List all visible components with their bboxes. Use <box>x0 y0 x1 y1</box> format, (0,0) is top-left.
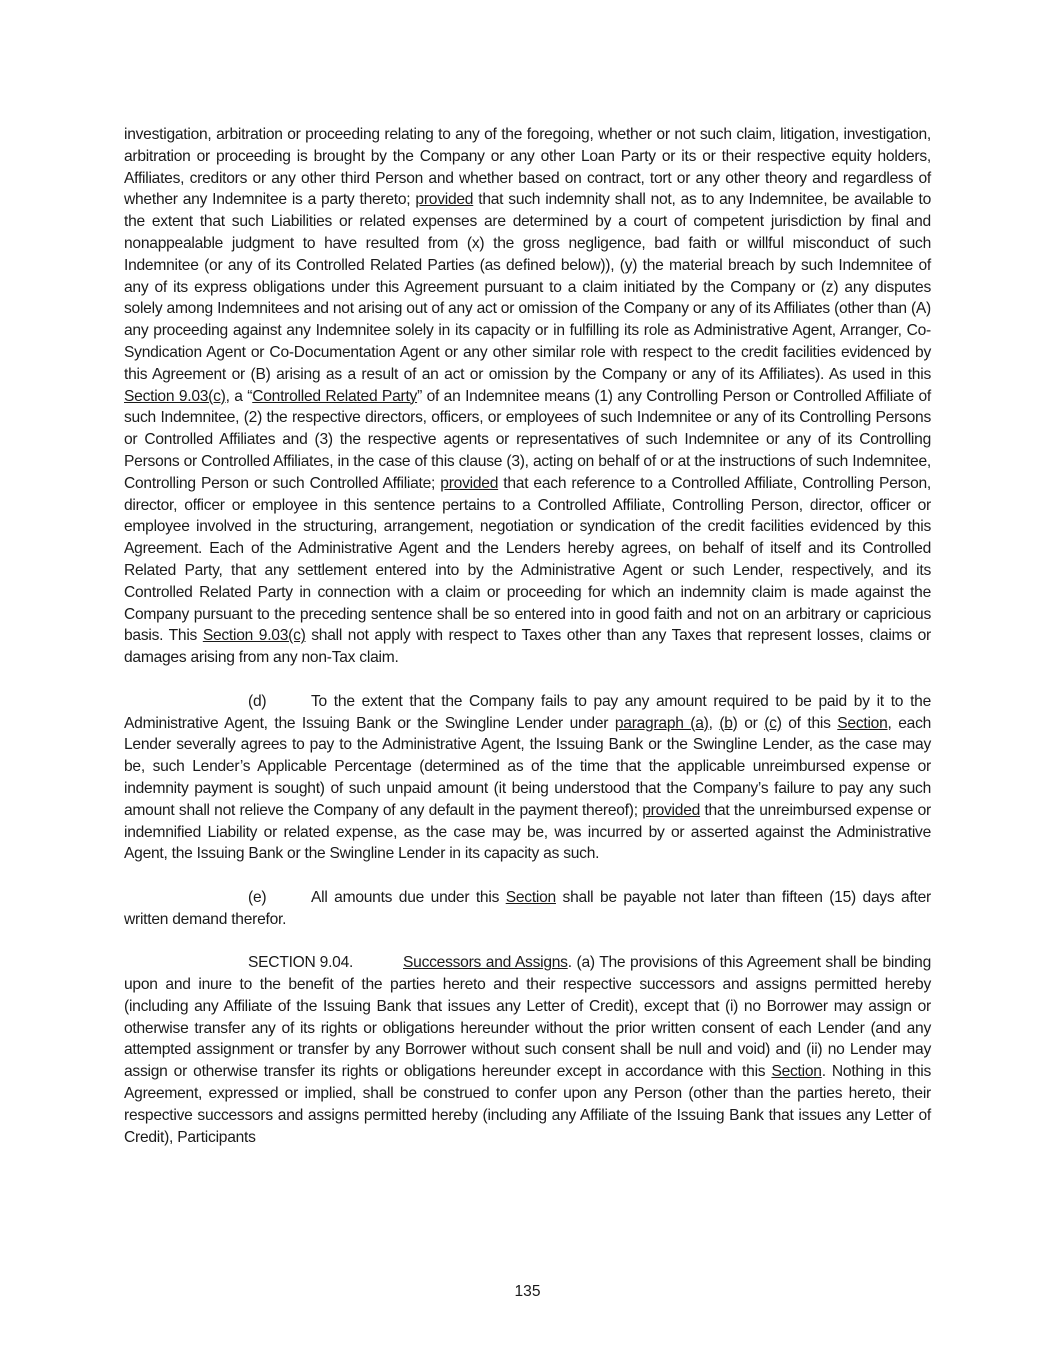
text-run: To the extent that the Company fails to pay any amount required to be paid by it to the Administrative Agent, the Issuing Bank or the Swingline Lender under <box>124 692 931 732</box>
text-run: investigation, arbitration or proceeding relating to any of the foregoing, whether or not such claim, litigation, investigation, arbitration or proceeding is brought by the Company or any other Loan Party or its or their respective equity holders, Affiliates, creditors or any other third Person and whether based on contract, tort or any other theory and regardless of whether any Indemnitee is a party thereto; <box>124 126 931 209</box>
defined-term: Controlled Related Party <box>252 387 418 405</box>
text-run: shall be payable not later than fifteen (15) days after written demand therefor. <box>124 888 932 928</box>
text-run: that such indemnity shall not, as to any Indemnitee, be available to the extent that such Liabilities or related expenses are determined by a court of competent jurisdiction by final and nonappealable judgment to have resulted from (x) the gross negligence, bad faith or willful misconduct of such Indemnitee (or any of its Controlled Related Parties (as defined below)), (y) the material breach by such Indemnitee of any of its express obligations under this Agreement pursuant to a claim initiated by the Company or (z) any disputes solely among Indemnitees and not arising out of any act or omission of the Company or any of its Affiliates (other than (A) any proceeding against any Indemnitee solely in its capacity or in fulfilling its role as Administrative Agent, Arranger, Co-Syndication Agent or Co-Documentation Agent or any other similar role with respect to the credit facilities evidenced by this Agreement or (B) arising as a result of an act or omission by the Company or any of its Affiliates). As used in this <box>124 191 931 383</box>
paragraph-d <box>124 691 931 865</box>
section-reference: Section <box>837 714 888 732</box>
text-run: . (a) The provisions of this Agreement shall be binding upon and inure to the benefit of the parties hereto and their respective successors and assigns permitted hereby (including any Affiliate of the Issuing Bank that issues any Letter of Credit), except that (i) no Borrower may assign or otherwise transfer any of its rights or obligations hereunder without the prior written consent of each Lender (and any attempted assignment or transfer by any Borrower without such consent shall be null and void) and (ii) no Lender may assign or otherwise transfer its rights or obligations hereunder except in accordance with this <box>124 954 931 1081</box>
document-page <box>124 124 931 1148</box>
text-run: , each Lender severally agrees to pay to the Administrative Agent, the Issuing Bank or the Swingline Lender, as the case may be, such Lender’s Applicable Percentage (determined as of the time that the applicable unreimbursed expense or indemnity payment is sought) of such unpaid amount (it being understood that the Company’s failure to pay any such amount shall not relieve the Company of any default in the payment thereof); <box>124 714 932 819</box>
section-number: SECTION 9.04. <box>248 954 354 972</box>
text-run: that the unreimbursed expense or indemnified Liability or related expense, as the case may be, was incurred by or asserted against the Administrative Agent, the Issuing Bank or the Swingline Lender in its capacity as such. <box>124 801 931 863</box>
section-9-04 <box>124 952 931 1148</box>
paragraph-reference: paragraph (a) <box>614 714 709 732</box>
text-run: of this <box>781 714 838 732</box>
underlined-term: provided <box>642 801 701 819</box>
section-reference: Section <box>771 1063 822 1081</box>
section-heading: Successors and Assigns <box>403 954 568 972</box>
paragraph-label: (e) <box>248 888 267 906</box>
text-run: ” of an Indemnitee means (1) any Controlling Person or Controlled Affiliate of such Indemnitee, (2) the respective directors, officers, or employees of such Indemnitee or any of its Controlling Persons or Controlled Affiliates and (3) the respective agents or representatives of such Indemnitee or any of its Controlling Persons or Controlled Affiliates, in the case of this clause (3), acting on behalf of or at the instructions of such Indemnitee, Controlling Person or such Controlled Affiliate; <box>124 387 931 492</box>
section-reference: Section 9.03(c) <box>124 387 226 405</box>
page-number: 135 <box>514 1283 541 1300</box>
text-run: , <box>708 714 720 732</box>
underlined-term: provided <box>415 191 474 209</box>
text-run: All amounts due under this <box>311 888 506 906</box>
underlined-term: provided <box>440 474 499 492</box>
paragraph-c-continuation <box>124 124 931 669</box>
section-reference: Section <box>505 888 556 906</box>
text-run: that each reference to a Controlled Affiliate, Controlling Person, director, officer or employee in this sentence pertains to a Controlled Affiliate, Controlling Person, director, officer or employee involved in the structuring, arrangement, negotiation or syndication of the credit facilities evidenced by this Agreement. Each of the Administrative Agent and the Lenders hereby agrees, on behalf of itself and its Controlled Related Party, that any settlement entered into by the Administrative Agent or such Lender, respectively, and its Controlled Related Party in connection with a claim or proceeding for which an indemnity claim is made against the Company pursuant to the preceding sentence shall be so entered into in good faith and not on an arbitrary or capricious basis. This <box>124 474 932 645</box>
text-run: or <box>737 714 765 732</box>
paragraph-label: (d) <box>248 692 267 710</box>
text-run: . Nothing in this Agreement, expressed or implied, shall be construed to confer upon any Person (other than the parties hereto, their respective successors and assigns permitted hereby (including any Affiliate of the Issuing Bank that issues any Letter of Credit), Participants <box>124 1063 931 1146</box>
section-reference: Section 9.03(c) <box>202 627 306 645</box>
text-run: , a “ <box>225 387 253 405</box>
text-run: shall not apply with respect to Taxes other than any Taxes that represent losses, claims or damages arising from any non-Tax claim. <box>124 627 931 667</box>
paragraph-reference: (b) <box>719 714 738 732</box>
paragraph-reference: (c) <box>764 714 782 732</box>
paragraph-e <box>124 887 931 931</box>
